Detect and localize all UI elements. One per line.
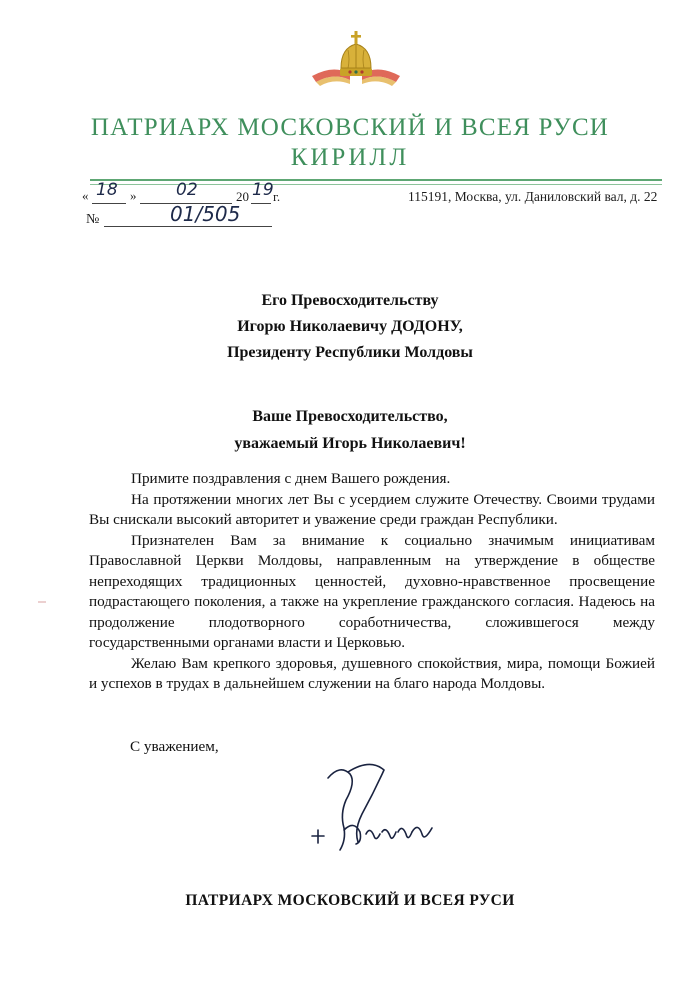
addressee-line-3: Президенту Республики Молдовы [227, 344, 473, 361]
address-line: 115191, Москва, ул. Даниловский вал, д. 22 [408, 189, 658, 204]
number-value: 01/505 [170, 202, 241, 226]
number-label: № [86, 212, 100, 227]
addressee-line-1: Его Превосходительству [261, 292, 439, 309]
signatory-title: ПАТРИАРХ МОСКОВСКИЙ И ВСЕЯ РУСИ [185, 892, 515, 909]
body-paragraph-1: Примите поздравления с днем Вашего рождения. [131, 470, 451, 487]
letter-body [89, 469, 655, 695]
date-open-quote: « [82, 188, 89, 203]
date-year-prefix: 20 [236, 189, 249, 204]
date-year-abbrev: г. [273, 189, 281, 204]
date-year-suffix: 19 [252, 180, 274, 200]
date-day: 18 [96, 180, 118, 200]
handwritten-signature [300, 758, 470, 868]
body-paragraph-3: Признателен Вам за внимание к социально значимым инициативам Православной Церкви Молдовы, направленным на утверждение в обществе непреходящих традиционных ценностей, духовно-нравственное просвещение подрастающего поколения, а также на укрепление гражданского согласия. Надеюсь на продолжение плодотворного соработничества, сложившегося между государственными органами власти и Церковью. [89, 531, 655, 651]
letterhead-title: ПАТРИАРХ МОСКОВСКИЙ И ВСЕЯ РУСИ [90, 114, 610, 141]
date-day-line [92, 203, 126, 204]
greeting-line-1: Ваше Превосходительство, [252, 408, 448, 425]
body-paragraph-4: Желаю Вам крепкого здоровья, душевного спокойствия, мира, помощи Божией и успехов в трудах в дальнейшем служении на благо народа Молдовы. [89, 654, 655, 692]
date-month: 02 [176, 180, 198, 200]
date-close-quote: » [130, 188, 137, 203]
date-year-line [251, 203, 271, 204]
letterhead-name: КИРИЛЛ [290, 144, 410, 171]
closing-phrase: С уважением, [130, 738, 219, 755]
number-line [104, 226, 272, 227]
greeting-line-2: уважаемый Игорь Николаевич! [234, 435, 466, 452]
addressee-line-2: Игорю Николаевичу ДОДОНУ, [237, 318, 463, 335]
margin-mark [38, 600, 46, 604]
body-paragraph-2: На протяжении многих лет Вы с усердием служите Отечеству. Своими трудами Вы снискали высокий авторитет и уважение среди граждан Республики. [89, 490, 655, 528]
patriarch-crown-emblem [310, 28, 402, 90]
